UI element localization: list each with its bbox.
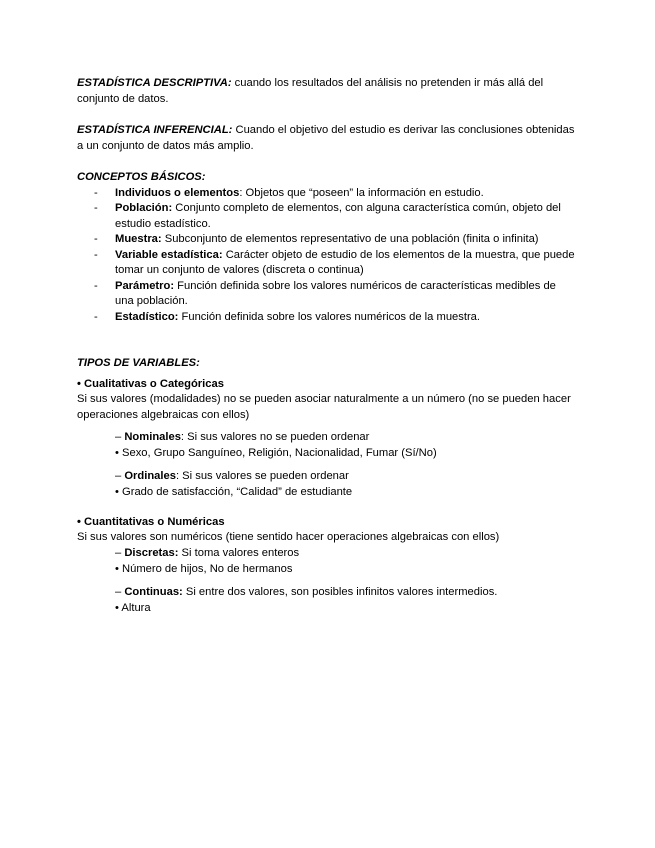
list-dash: - [94,279,98,292]
concept-term: Muestra: [115,233,162,245]
cuantitativas-heading: • Cuantitativas o Numéricas [77,516,225,528]
concept-term: Población: [115,202,173,214]
conceptos-section [77,170,577,325]
discretas-example: • Número de hijos, No de hermanos [115,563,293,575]
continuas-term: Continuas: [124,586,183,598]
descriptiva-paragraph [77,76,577,107]
cuantitativas-desc: Si sus valores son numéricos (tiene sentido hacer operaciones algebraicas con ellos) [77,531,500,543]
list-dash: - [94,202,98,214]
concept-text: Conjunto completo de elementos, con alguna característica común, objeto del estudio estadístico. [115,202,561,230]
concept-term: Individuos o elementos [115,186,240,199]
nominales-term: Nominales [124,431,181,443]
concept-item [77,201,577,232]
descriptiva-text: cuando los resultados del análisis no pretenden ir más allá del conjunto de datos. [77,77,544,105]
nominales-example: • Sexo, Grupo Sanguíneo, Religión, Nacionalidad, Fumar (Sí/No) [115,447,437,459]
ordinales-term: Ordinales [124,470,176,482]
cualitativas-desc: Si sus valores (modalidades) no se pueden asociar naturalmente a un número (no se pueden hacer operaciones algebraicas con ellos) [77,393,571,421]
concept-text: Subconjunto de elementos representativo de una población (finita o infinita) [161,233,539,245]
concept-text: Carácter objeto de estudio de los elementos de la muestra, que puede tomar un conjunto de valores (discreta o continua) [115,248,575,276]
concept-item [77,279,577,310]
conceptos-list [77,186,577,326]
ordinales-example: • Grado de satisfacción, “Calidad” de estudiante [115,486,353,498]
concept-item [77,248,577,279]
concept-text: Función definida sobre los valores numéricos de la muestra. [178,310,481,323]
descriptiva-title: ESTADÍSTICA DESCRIPTIVA: [77,77,232,89]
inferencial-paragraph [77,123,577,154]
list-dash: - [94,248,98,261]
ordinales-line [115,469,575,485]
list-dash: - [94,233,98,245]
list-dash: - [94,186,98,199]
nominales-text: : Si sus valores no se pueden ordenar [180,431,370,443]
list-dash: - [94,310,98,323]
sub-dash: – [115,586,125,598]
discretas-line [115,546,575,562]
ordinales-text: : Si sus valores se pueden ordenar [175,470,349,482]
sub-dash: – [115,431,125,443]
nominales-line [115,430,575,446]
discretas-text: Si toma valores enteros [178,547,300,559]
concept-item [77,232,577,248]
continuas-example: • Altura [115,602,151,614]
tipos-title: TIPOS DE VARIABLES: [77,357,200,369]
concept-term: Variable estadística: [115,248,223,261]
concept-term: Parámetro: [115,279,175,292]
sub-dash: – [115,547,125,559]
cualitativas-heading: • Cualitativas o Categóricas [77,378,224,390]
concept-text: Función definida sobre los valores numéricos de características medibles de una población. [115,279,556,307]
discretas-term: Discretas: [124,547,179,559]
inferencial-title: ESTADÍSTICA INFERENCIAL: [77,124,233,136]
concept-text: Objetos que “poseen” la información en estudio. [242,186,484,199]
concept-item [77,310,577,326]
concept-term: Estadístico: [115,310,179,323]
inferencial-text: Cuando el objetivo del estudio es derivar las conclusiones obtenidas a un conjunto de datos más amplio. [77,124,575,152]
continuas-text: Si entre dos valores, son posibles infinitos valores intermedios. [182,586,498,598]
sub-dash: – [115,470,125,482]
concept-item [77,186,577,202]
conceptos-title: CONCEPTOS BÁSICOS: [77,171,206,183]
concept-sep: : [239,186,243,199]
continuas-line [115,585,575,601]
